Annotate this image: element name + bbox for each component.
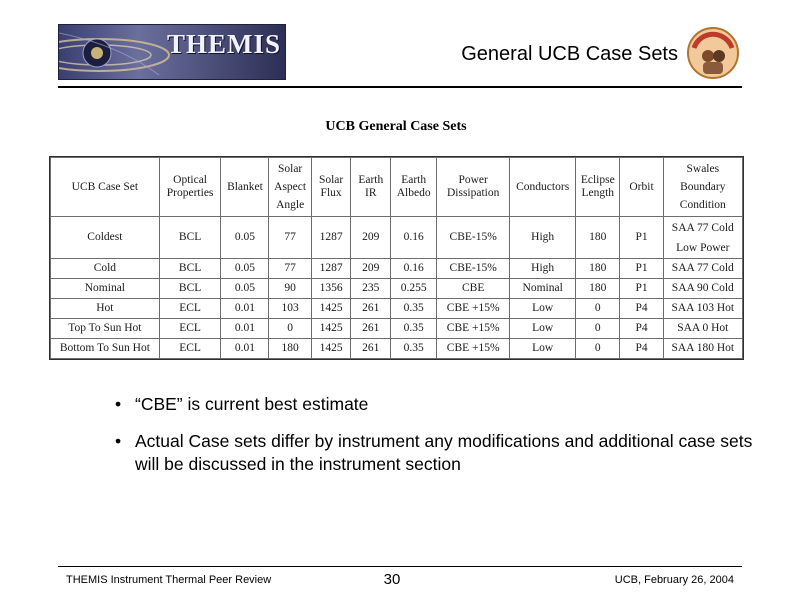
cell-orbit: P1 <box>620 259 663 279</box>
cell-ir: 261 <box>351 319 391 339</box>
cell-conductors: Low <box>510 319 576 339</box>
cell-blanket: 0.05 <box>221 279 269 299</box>
table-row-top-to-sun-hot <box>51 319 743 339</box>
cell-conductors: Low <box>510 339 576 359</box>
bullet-symbol: • <box>115 394 122 414</box>
cell-swales: SAA 90 Cold <box>663 279 742 299</box>
cell-case: Cold <box>51 259 160 279</box>
cell-aspect: 77 <box>269 217 311 259</box>
cell-power: CBE-15% <box>437 217 510 259</box>
cell-ir: 209 <box>351 217 391 259</box>
cell-case: Top To Sun Hot <box>51 319 160 339</box>
bullet-item <box>115 393 755 416</box>
cell-eclipse: 180 <box>576 259 620 279</box>
footer-presentation-title: THEMIS Instrument Thermal Peer Review <box>66 574 272 586</box>
cell-albedo: 0.35 <box>391 339 437 359</box>
cell-swales: SAA 180 Hot <box>663 339 742 359</box>
col-header-optical-properties: Optical Properties <box>159 158 221 217</box>
cell-eclipse: 180 <box>576 217 620 259</box>
col-header-orbit: Orbit <box>620 158 663 217</box>
cell-eclipse: 0 <box>576 339 620 359</box>
cell-power: CBE <box>437 279 510 299</box>
cell-optical: BCL <box>159 279 221 299</box>
col-header-solar-flux: Solar Flux <box>311 158 351 217</box>
col-header-case-set: UCB Case Set <box>51 158 160 217</box>
cell-optical: BCL <box>159 217 221 259</box>
cell-conductors: Nominal <box>510 279 576 299</box>
cell-flux: 1356 <box>311 279 351 299</box>
cell-swales: SAA 77 Cold <box>663 259 742 279</box>
cell-albedo: 0.35 <box>391 319 437 339</box>
cell-swales: SAA 0 Hot <box>663 319 742 339</box>
cell-albedo: 0.35 <box>391 299 437 319</box>
cell-power: CBE +15% <box>437 339 510 359</box>
cell-eclipse: 0 <box>576 299 620 319</box>
col-header-earth-ir: Earth IR <box>351 158 391 217</box>
cell-flux: 1287 <box>311 217 351 259</box>
themis-mascot-icon <box>686 26 740 80</box>
table-row-nominal <box>51 279 743 299</box>
table-row-hot <box>51 299 743 319</box>
cell-blanket: 0.01 <box>221 319 269 339</box>
cell-case: Coldest <box>51 217 160 259</box>
header-divider <box>58 86 742 88</box>
col-header-conductors: Conductors <box>510 158 576 217</box>
page-title: General UCB Case Sets <box>461 43 678 65</box>
col-header-power-dissipation: Power Dissipation <box>437 158 510 217</box>
cell-albedo: 0.16 <box>391 217 437 259</box>
cell-conductors: Low <box>510 299 576 319</box>
cell-blanket: 0.05 <box>221 259 269 279</box>
cell-aspect: 180 <box>269 339 311 359</box>
cell-optical: ECL <box>159 319 221 339</box>
table-row-coldest <box>51 217 743 259</box>
cell-ir: 261 <box>351 299 391 319</box>
cell-aspect: 77 <box>269 259 311 279</box>
cell-ir: 209 <box>351 259 391 279</box>
cell-power: CBE +15% <box>437 319 510 339</box>
cell-case: Nominal <box>51 279 160 299</box>
cell-ir: 261 <box>351 339 391 359</box>
cell-orbit: P4 <box>620 299 663 319</box>
table-row-bottom-to-sun-hot <box>51 339 743 359</box>
col-header-solar-aspect-angle: Solar Aspect Angle <box>269 158 311 217</box>
cell-blanket: 0.01 <box>221 299 269 319</box>
cell-orbit: P1 <box>620 217 663 259</box>
cell-ir: 235 <box>351 279 391 299</box>
cell-optical: BCL <box>159 259 221 279</box>
cell-aspect: 0 <box>269 319 311 339</box>
cell-power: CBE +15% <box>437 299 510 319</box>
footer-date: UCB, February 26, 2004 <box>614 574 734 586</box>
page-number: 30 <box>383 571 401 588</box>
cell-blanket: 0.01 <box>221 339 269 359</box>
cell-optical: ECL <box>159 299 221 319</box>
col-header-blanket: Blanket <box>221 158 269 217</box>
cell-conductors: High <box>510 259 576 279</box>
cell-eclipse: 0 <box>576 319 620 339</box>
col-header-swales-boundary-condition: Swales Boundary Condition <box>663 158 742 217</box>
themis-logo <box>58 24 286 80</box>
bullet-list <box>115 393 755 490</box>
cell-swales-line: Low Power <box>676 241 730 254</box>
cell-flux: 1425 <box>311 339 351 359</box>
bullet-item <box>115 430 755 476</box>
col-header-earth-albedo: Earth Albedo <box>391 158 437 217</box>
col-header-eclipse-length: Eclipse Length <box>576 158 620 217</box>
cell-swales <box>663 217 742 259</box>
cell-orbit: P1 <box>620 279 663 299</box>
cell-flux: 1287 <box>311 259 351 279</box>
cell-eclipse: 180 <box>576 279 620 299</box>
cell-case: Bottom To Sun Hot <box>51 339 160 359</box>
table-row-cold <box>51 259 743 279</box>
cell-albedo: 0.255 <box>391 279 437 299</box>
cell-blanket: 0.05 <box>221 217 269 259</box>
footer-divider <box>58 566 742 567</box>
cell-conductors: High <box>510 217 576 259</box>
cell-case: Hot <box>51 299 160 319</box>
cell-flux: 1425 <box>311 319 351 339</box>
bullet-text: “CBE” is current best estimate <box>135 394 369 414</box>
cell-power: CBE-15% <box>437 259 510 279</box>
table-header-row <box>51 158 743 217</box>
cell-aspect: 90 <box>269 279 311 299</box>
case-sets-table <box>50 157 743 359</box>
cell-aspect: 103 <box>269 299 311 319</box>
cell-orbit: P4 <box>620 319 663 339</box>
cell-swales-line: SAA 77 Cold <box>671 221 734 234</box>
cell-flux: 1425 <box>311 299 351 319</box>
table-caption: UCB General Case Sets <box>325 119 467 134</box>
cell-swales: SAA 103 Hot <box>663 299 742 319</box>
logo-text: THEMIS <box>167 29 282 59</box>
cell-orbit: P4 <box>620 339 663 359</box>
bullet-text: Actual Case sets differ by instrument any modifications and additional case sets will be discussed in the instrument section <box>135 431 753 474</box>
cell-albedo: 0.16 <box>391 259 437 279</box>
cell-optical: ECL <box>159 339 221 359</box>
bullet-symbol: • <box>115 431 122 451</box>
